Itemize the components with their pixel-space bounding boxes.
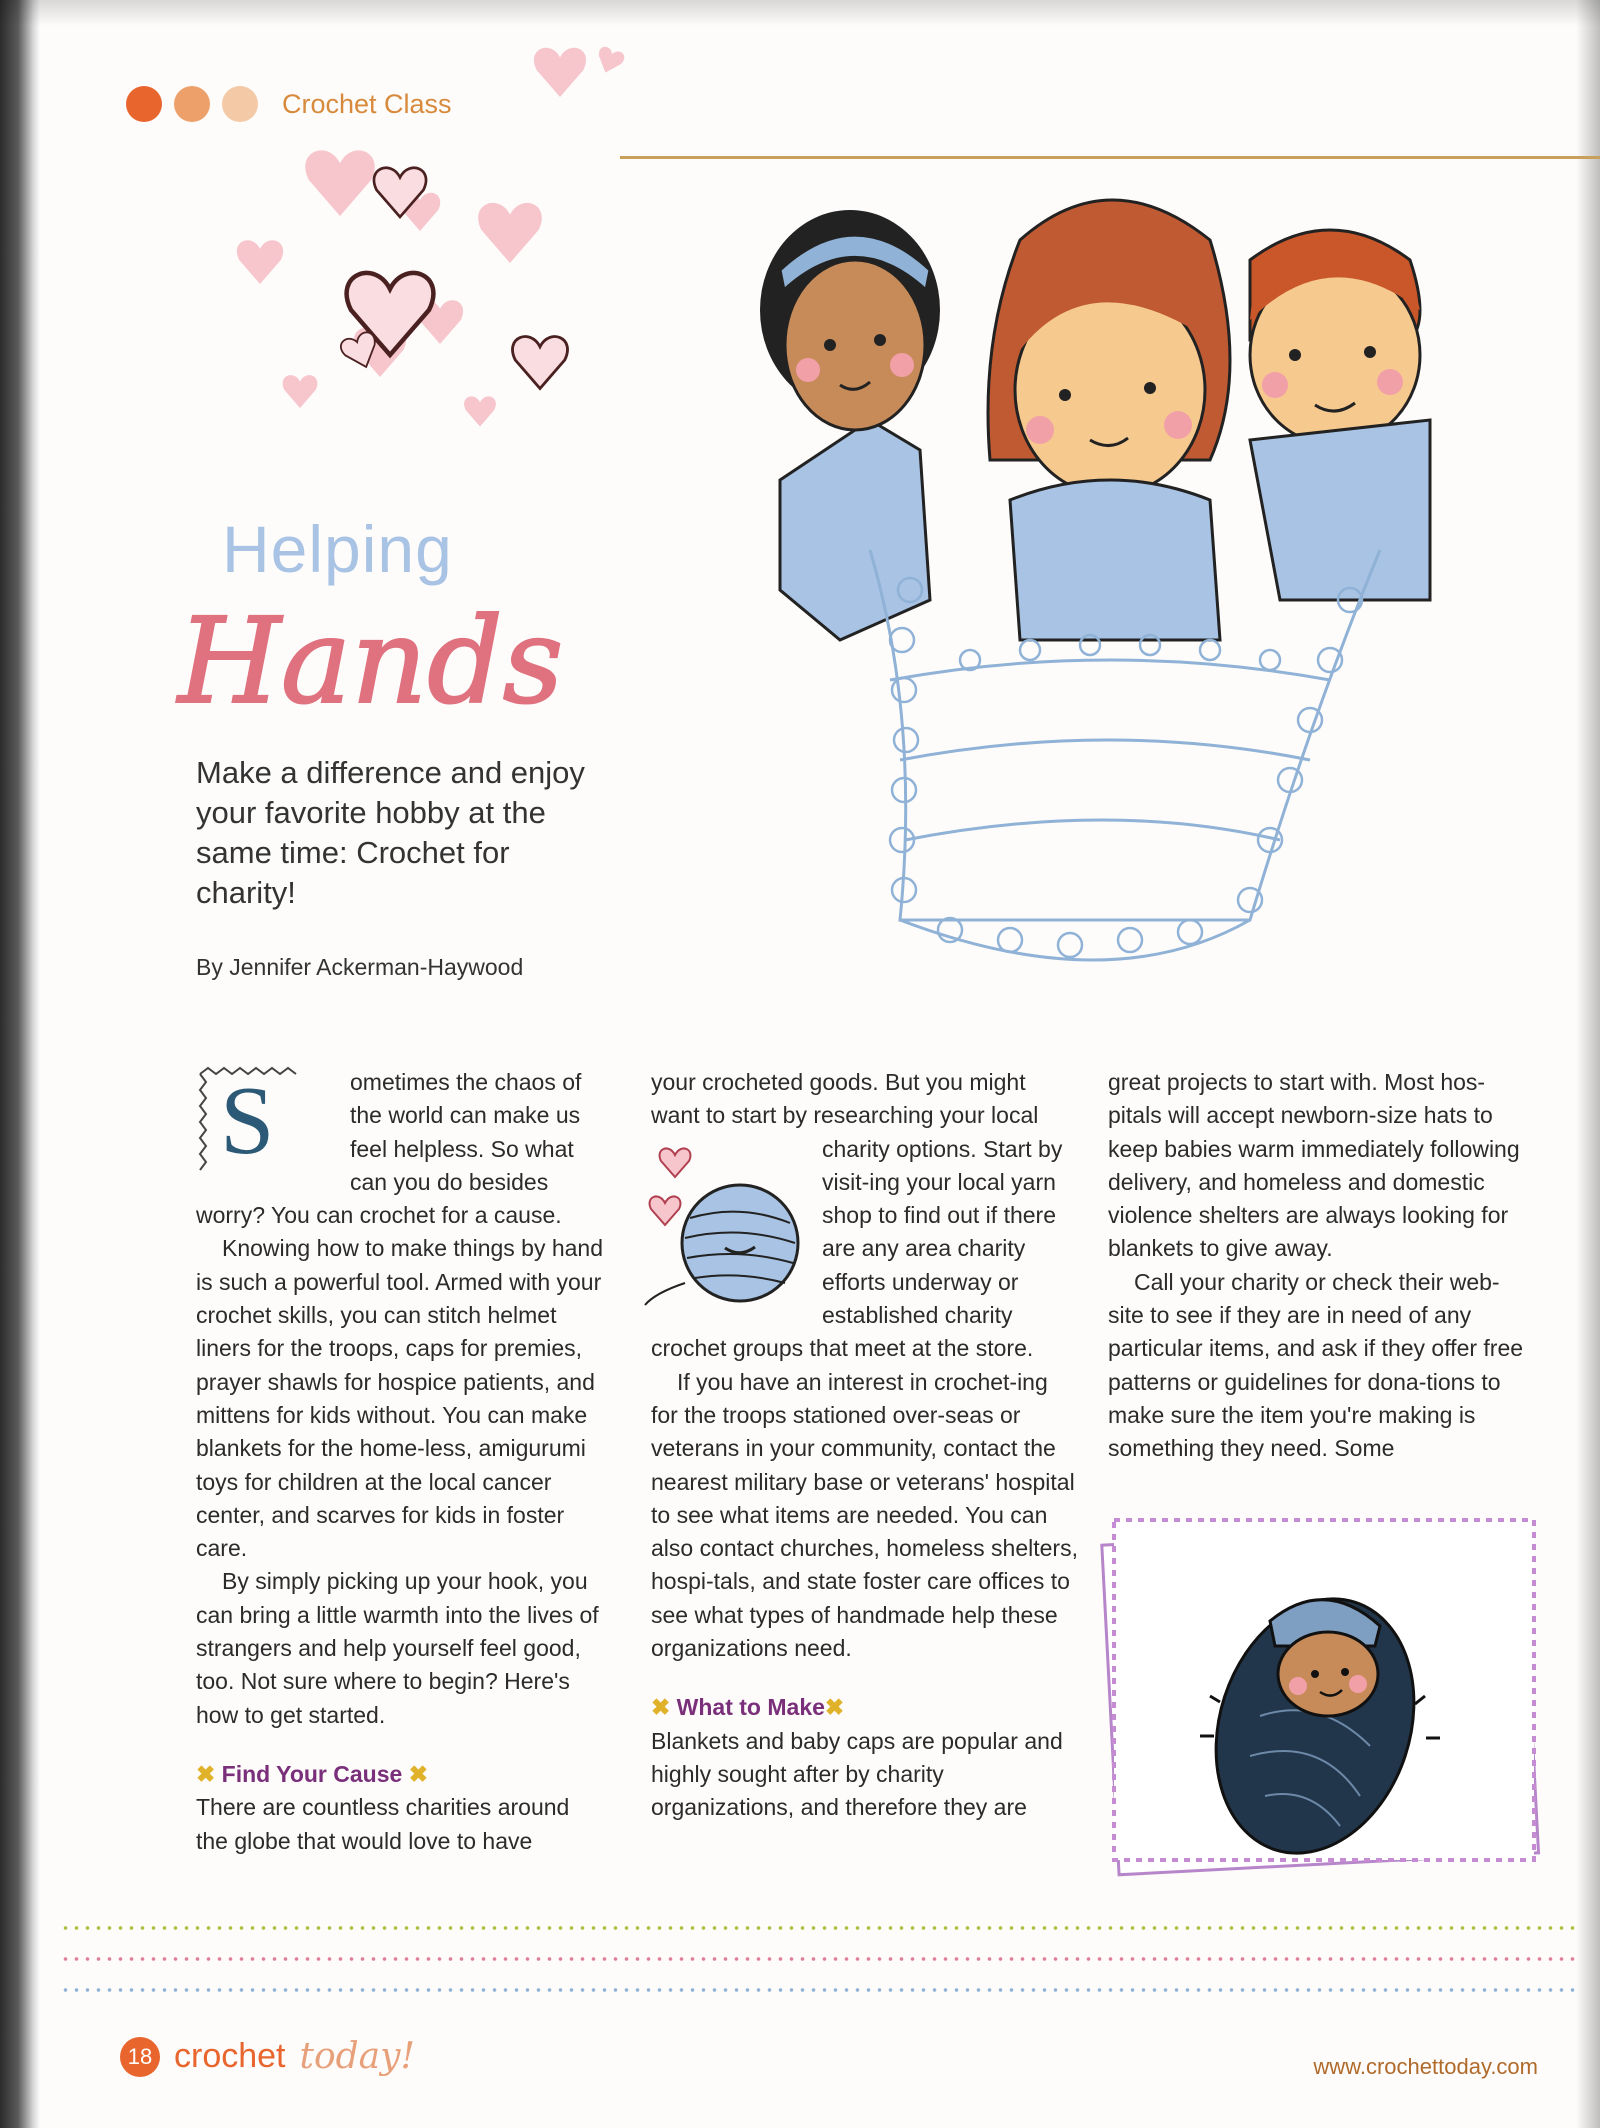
subhead-marker-icon: ✖: [196, 1760, 216, 1787]
swaddled-baby-icon: [1090, 1496, 1560, 1896]
col1-paragraph-1: ometimes the chaos of the world can make us feel helpless. So what can you do besides worry? You can crochet for a cause.: [196, 1069, 582, 1229]
subhead-marker-icon: ✖: [824, 1694, 845, 1721]
title-line-2: Hands: [178, 592, 564, 730]
byline: By Jennifer Ackerman-Haywood: [196, 954, 524, 980]
kicker-label: Crochet Class: [282, 88, 452, 119]
col2-paragraph-1-lead: your crocheted goods. But you might want to start by researching your local: [651, 1069, 1039, 1129]
col3-paragraph-1: great projects to start with. Most hos-pitals will accept newborn-size hats to keep babies warm immediately following delivery, and homeless and domestic violence shelters are always looking for blankets to give away.: [1108, 1069, 1520, 1262]
hearts-cluster-icon: [180, 30, 640, 490]
page-edge-shadow: [1576, 0, 1600, 2128]
subhead-label: Find Your Cause: [221, 1760, 403, 1787]
website-url[interactable]: www.crochettoday.com: [1313, 2054, 1538, 2079]
yarn-ball-icon: [635, 1133, 812, 1313]
article-title: [170, 520, 640, 740]
dropcap-letter: S: [220, 1067, 275, 1175]
subhead-what-to-make: [651, 1691, 1079, 1724]
title-line-1: Helping: [222, 520, 453, 586]
footer-dotted-rule-blue: [60, 1988, 1580, 1992]
kids-crocheting-illustration: [690, 120, 1570, 1060]
page-top-shadow: [0, 0, 1600, 26]
kicker-dot-1: [126, 86, 162, 122]
col1-paragraph-3: By simply picking up your hook, you can bring a little warmth into the lives of strangers and help yourself feel good, too. Not sure where to begin? Here's how to get started.: [196, 1568, 599, 1728]
footer-dotted-rule-pink: [60, 1957, 1580, 1961]
subhead-marker-icon: ✖: [408, 1760, 428, 1787]
footer-dotted-rule-green: [60, 1926, 1580, 1930]
col1-paragraph-4: There are countless charities around the globe that would love to have: [196, 1794, 570, 1854]
subhead-find-your-cause: [196, 1758, 606, 1791]
subhead-label: What to Make: [676, 1694, 825, 1721]
page-spine: [0, 0, 40, 2128]
body-column-3: [1108, 1066, 1530, 1466]
col3-paragraph-2: Call your charity or check their web-site to see if they are in need of any particular items, and ask if they offer free patterns or guidelines for dona-tions to make sure the item you're making is something they need. Some: [1108, 1268, 1524, 1462]
magazine-brand: crochet: [174, 2037, 286, 2075]
col2-paragraph-3: Blankets and baby caps are popular and highly sought after by charity organizations, and therefore they are: [651, 1727, 1063, 1821]
col1-paragraph-2: Knowing how to make things by hand is such a powerful tool. Armed with your crochet skills, you can stitch helmet liners for the troops, caps for premies, prayer shawls for hospice patients, and mittens for kids without. You can make blankets for the home-less, amigurumi toys for children at the local cancer center, and scarves for kids in foster care.: [196, 1235, 604, 1562]
dropcap: [196, 1066, 336, 1176]
col2-paragraph-1-wrap: charity options. Start by visit-ing your local yarn shop to find out if there are any area charity efforts underway or established charity crochet groups that meet at the store.: [651, 1135, 1063, 1362]
page-number: 18: [120, 2037, 160, 2077]
body-column-2: [651, 1066, 1079, 1825]
body-column-1: [196, 1066, 606, 1858]
page-folio: [120, 2036, 415, 2077]
subhead-marker-icon: ✖: [651, 1694, 671, 1721]
article-deck: Make a difference and enjoy your favorite hobby at the same time: Crochet for charity!: [196, 755, 585, 910]
magazine-brand-script: today!: [299, 2036, 415, 2077]
col2-paragraph-2: If you have an interest in crochet-ing for the troops stationed over-seas or veterans in your community, contact the nearest military base or veterans' hospital to see what items are needed. You can also contact churches, homeless shelters, hospi-tals, and state foster care offices to see what types of handmade help these organizations need.: [651, 1368, 1078, 1662]
